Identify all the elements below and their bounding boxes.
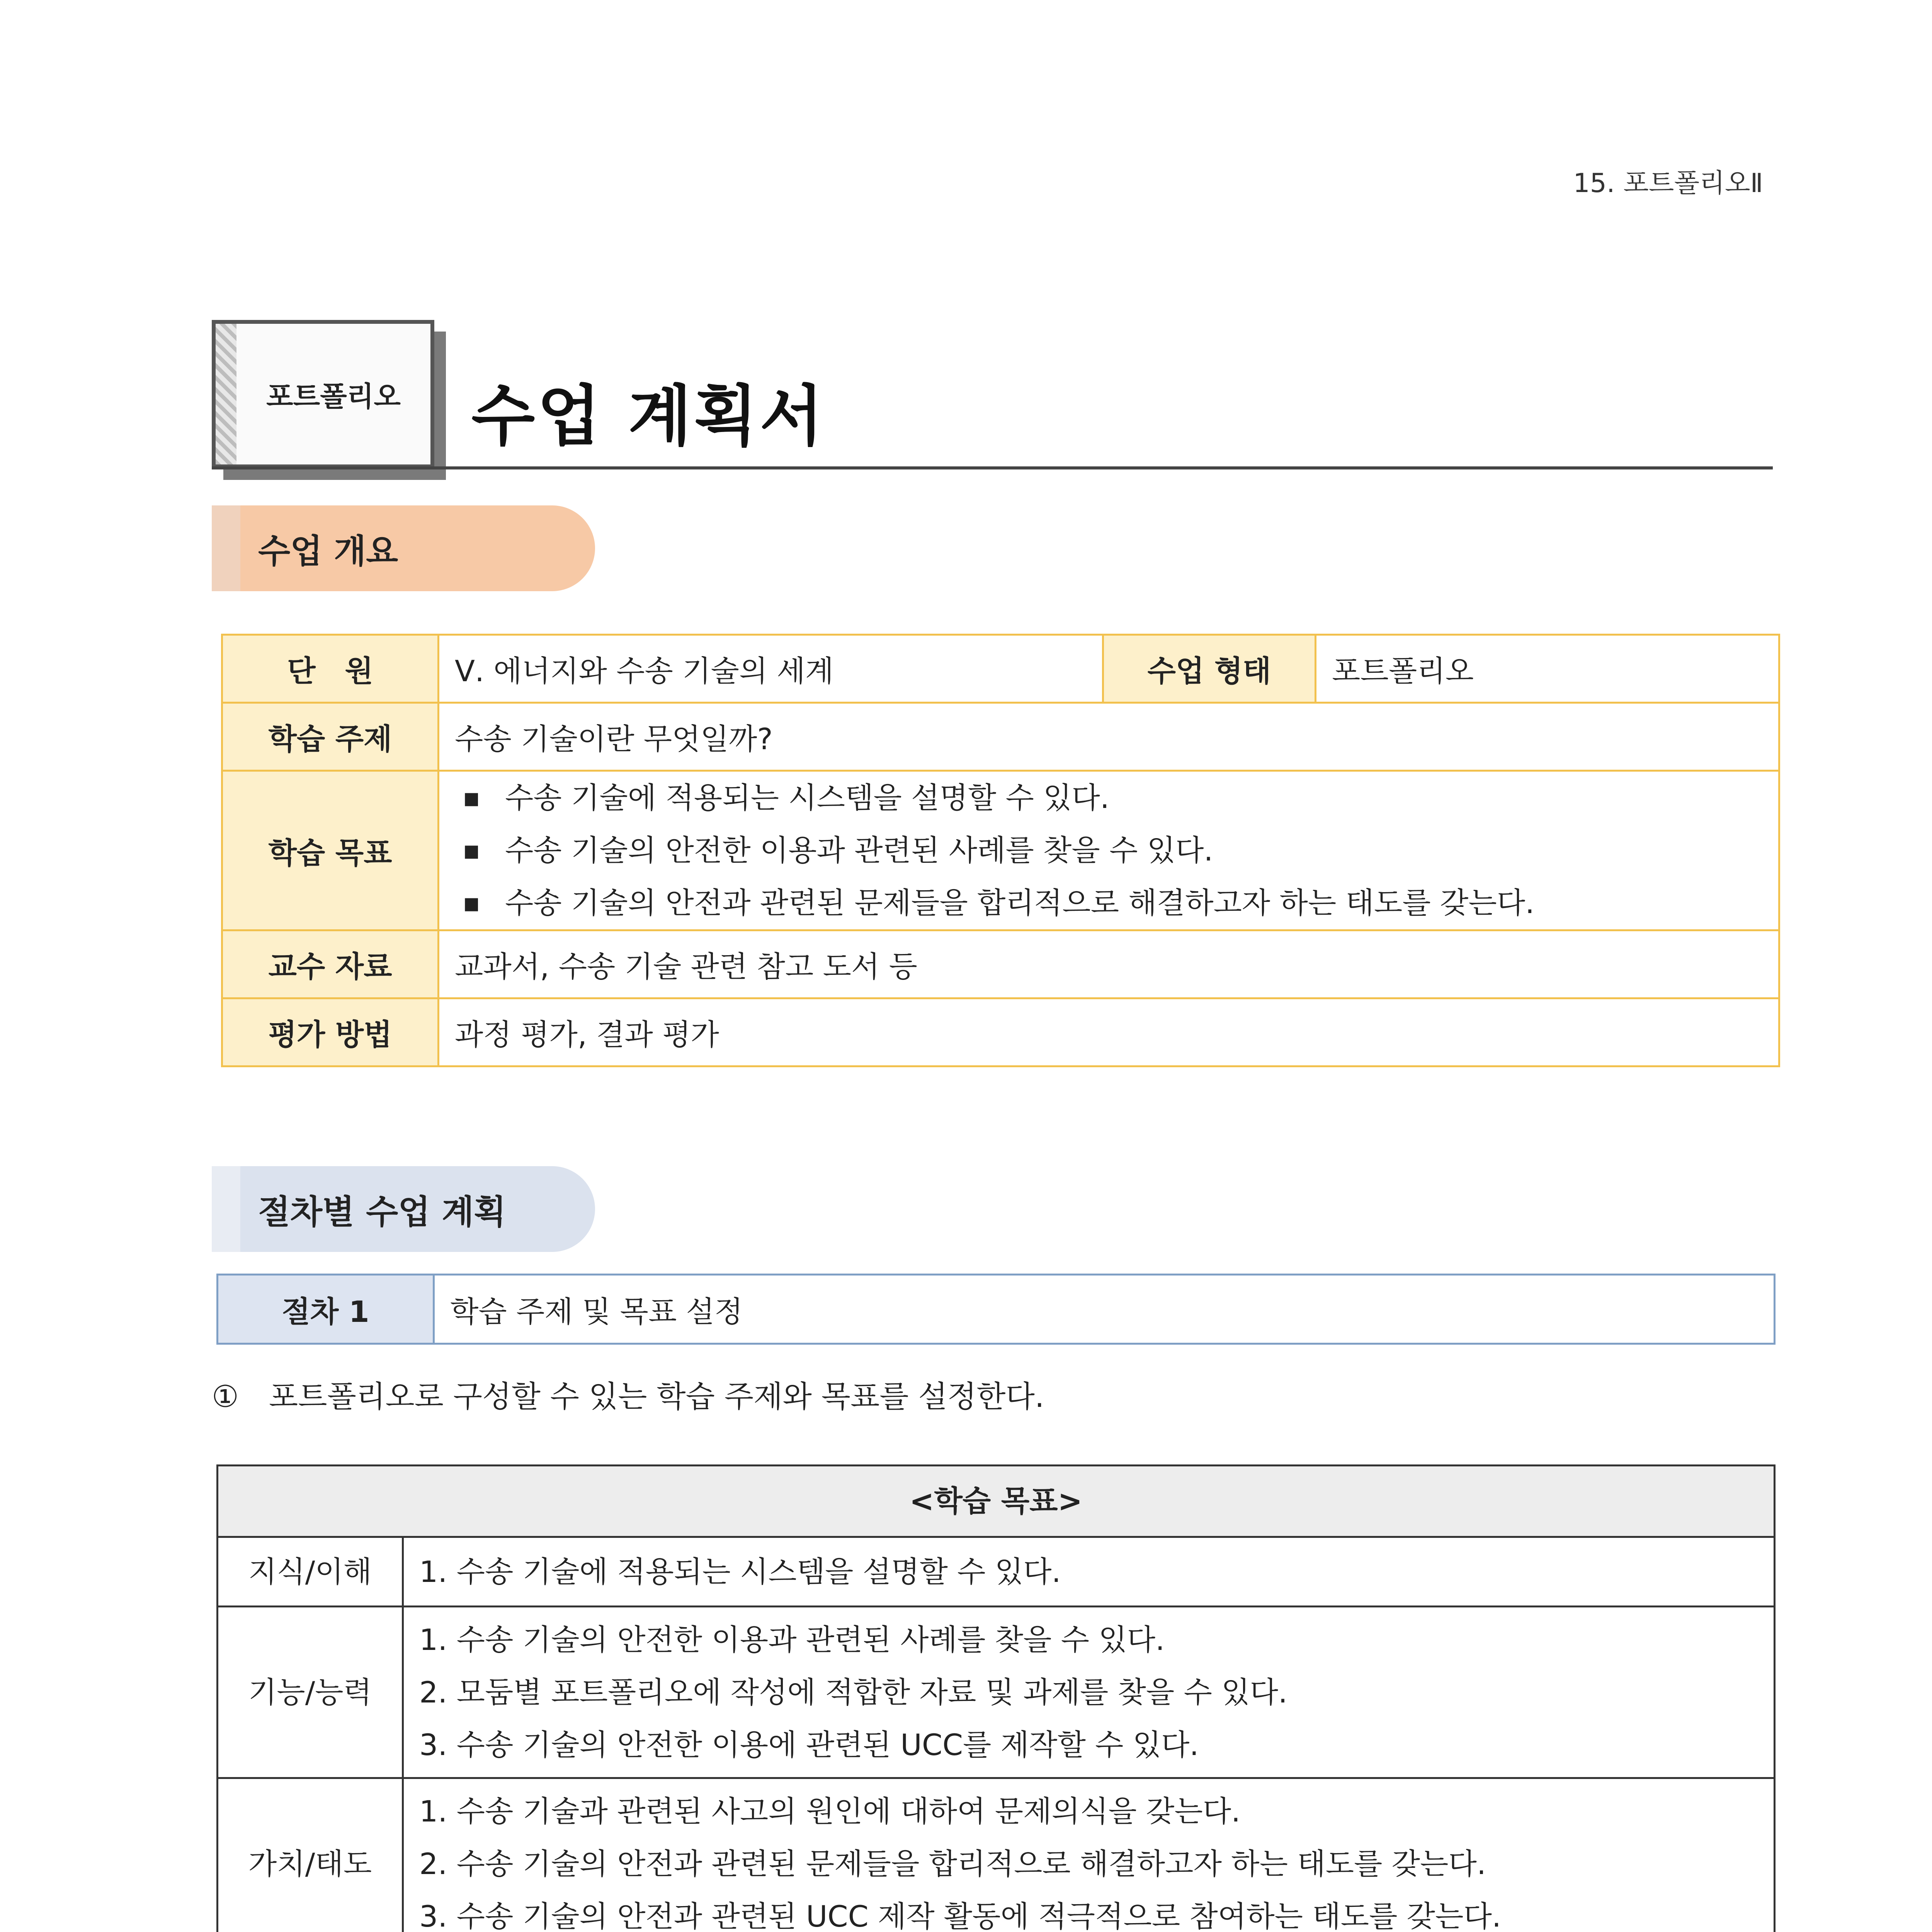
step1-title: 학습 주제 및 목표 설정 <box>434 1275 1775 1344</box>
overview-table <box>221 634 1780 1067</box>
goal-item: 3. 수송 기술의 안전한 이용에 관련된 UCC를 제작할 수 있다. <box>419 1727 1199 1762</box>
step1-header <box>216 1274 1776 1345</box>
overview-row-materials <box>222 930 1779 998</box>
goal-item: 2. 모둠별 포트폴리오에 작성에 적합한 자료 및 과제를 찾을 수 있다. <box>419 1675 1288 1709</box>
goals-items-cell <box>403 1607 1775 1778</box>
unit-value: Ⅴ. 에너지와 수송 기술의 세계 <box>439 635 1103 703</box>
objective-item: ▪ 수송 기술의 안전과 관련된 문제들을 합리적으로 해결하고자 하는 태도를 갖는다. <box>455 877 1763 929</box>
goal-item: 2. 수송 기술의 안전과 관련된 문제들을 합리적으로 해결하고자 하는 태도를 갖는다. <box>419 1846 1486 1881</box>
portfolio-badge <box>212 320 434 468</box>
learning-goals-table <box>216 1464 1776 1932</box>
running-header: 15. 포트폴리오Ⅱ <box>1573 168 1763 199</box>
goal-item: 1. 수송 기술에 적용되는 시스템을 설명할 수 있다. <box>419 1554 1061 1589</box>
objective-item: ▪ 수송 기술의 안전한 이용과 관련된 사례를 찾을 수 있다. <box>455 824 1763 877</box>
objectives-label: 학습 목표 <box>222 771 439 930</box>
section-heading-overview <box>212 505 595 591</box>
materials-label: 교수 자료 <box>222 930 439 998</box>
badge-label: 포트폴리오 <box>266 380 401 413</box>
goal-item: 1. 수송 기술과 관련된 사고의 원인에 대하여 문제의식을 갖는다. <box>419 1794 1241 1828</box>
evaluation-value: 과정 평가, 결과 평가 <box>439 998 1779 1066</box>
goals-items-cell <box>403 1537 1775 1607</box>
goals-category: 가치/태도 <box>218 1778 403 1932</box>
objective-item: ▪ 수송 기술에 적용되는 시스템을 설명할 수 있다. <box>455 772 1763 824</box>
overview-row-unit <box>222 635 1779 703</box>
step1-label: 절차 1 <box>218 1275 434 1344</box>
section-heading-procedure <box>212 1166 595 1252</box>
type-value: 포트폴리오 <box>1316 635 1779 703</box>
goal-item: 1. 수송 기술의 안전한 이용과 관련된 사례를 찾을 수 있다. <box>419 1622 1165 1657</box>
type-label: 수업 형태 <box>1103 635 1316 703</box>
goals-row-attitude <box>218 1778 1775 1932</box>
evaluation-label: 평가 방법 <box>222 998 439 1066</box>
goal-item: 3. 수송 기술의 안전과 관련된 UCC 제작 활동에 적극적으로 참여하는 태도를 갖는다. <box>419 1899 1502 1932</box>
page-title: 수업 계획서 <box>471 378 826 455</box>
topic-value: 수송 기술이란 무엇일까? <box>439 703 1779 771</box>
goals-table-header: <학습 목표> <box>218 1466 1775 1537</box>
goals-row-skills <box>218 1607 1775 1778</box>
overview-row-evaluation <box>222 998 1779 1066</box>
overview-row-objectives <box>222 771 1779 930</box>
section-heading-procedure-label: 절차별 수업 계획 <box>258 1193 506 1231</box>
materials-value: 교과서, 수송 기술 관련 참고 도서 등 <box>439 930 1779 998</box>
section-heading-overview-label: 수업 개요 <box>258 532 398 571</box>
overview-row-topic <box>222 703 1779 771</box>
unit-label: 단 원 <box>222 635 439 703</box>
objectives-list <box>455 772 1763 929</box>
objectives-list-cell <box>439 771 1779 930</box>
title-divider <box>212 466 1773 469</box>
topic-label: 학습 주제 <box>222 703 439 771</box>
goals-category: 기능/능력 <box>218 1607 403 1778</box>
goals-row-knowledge <box>218 1537 1775 1607</box>
step1-instruction: ① 포트폴리오로 구성할 수 있는 학습 주제와 목표를 설정한다. <box>212 1379 1044 1414</box>
goals-items-cell <box>403 1778 1775 1932</box>
goals-category: 지식/이해 <box>218 1537 403 1607</box>
